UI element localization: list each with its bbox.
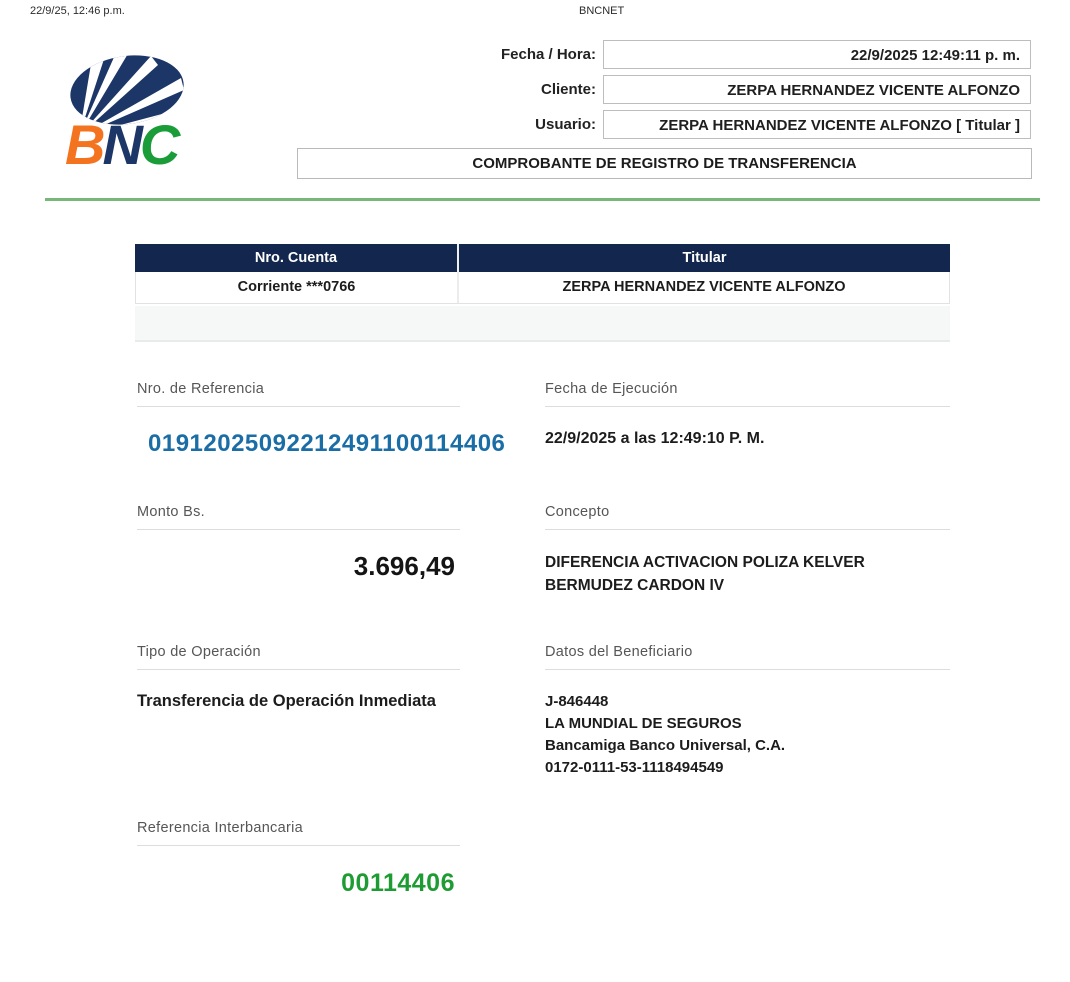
section-referencia-interbancaria — [137, 820, 460, 846]
monto-value: 3.696,49 — [353, 551, 455, 581]
account-cell-titular: ZERPA HERNANDEZ VICENTE ALFONZO — [562, 279, 846, 295]
print-page-title: BNCNET — [579, 5, 625, 17]
nro-referencia-value: 01912025092212491100114406 — [148, 430, 506, 457]
tipo-operacion-label: Tipo de Operación — [137, 644, 460, 670]
fecha-hora-value-box: 22/9/2025 12:49:11 p. m. — [603, 40, 1031, 69]
account-table-header-titular: Titular — [459, 244, 950, 272]
concepto-value: DIFERENCIA ACTIVACION POLIZA KELVER BERMUDEZ CARDON IV — [545, 554, 865, 594]
print-timestamp: 22/9/25, 12:46 p.m. — [30, 5, 125, 17]
nro-referencia-label: Nro. de Referencia — [137, 381, 460, 407]
account-table-header-cuenta: Nro. Cuenta — [135, 244, 459, 272]
receipt-title: COMPROBANTE DE REGISTRO DE TRANSFERENCIA — [297, 148, 1032, 179]
concepto-label: Concepto — [545, 504, 950, 530]
fecha-ejecucion-value: 22/9/2025 a las 12:49:10 P. M. — [545, 430, 765, 447]
usuario-label: Usuario: — [535, 116, 596, 133]
fecha-ejecucion-label: Fecha de Ejecución — [545, 381, 950, 407]
cliente-value-box: ZERPA HERNANDEZ VICENTE ALFONZO — [603, 75, 1031, 104]
section-nro-referencia — [137, 381, 460, 407]
referencia-interbancaria-label: Referencia Interbancaria — [137, 820, 460, 846]
bnc-logo — [63, 50, 191, 170]
bnc-logo-graphic — [63, 50, 191, 170]
referencia-interbancaria-value: 00114406 — [341, 869, 455, 897]
logo-text: BNC — [65, 113, 178, 170]
tipo-operacion-value: Transferencia de Operación Inmediata — [137, 692, 436, 710]
section-beneficiario — [545, 644, 950, 670]
cliente-label: Cliente: — [540, 81, 596, 98]
account-table-row — [135, 272, 950, 304]
fecha-hora-label: Fecha / Hora: — [500, 46, 596, 63]
account-cell-cuenta: Corriente ***0766 — [136, 272, 459, 303]
green-divider — [45, 198, 1040, 201]
beneficiario-rif: J-846448 — [545, 693, 609, 710]
beneficiario-cuenta: 0172-0111-53-1118494549 — [545, 759, 724, 776]
section-concepto — [545, 504, 950, 530]
account-table — [135, 244, 950, 304]
beneficiario-label: Datos del Beneficiario — [545, 644, 950, 670]
section-fecha-ejecucion — [545, 381, 950, 407]
usuario-value-box: ZERPA HERNANDEZ VICENTE ALFONZO [ Titular ] — [603, 110, 1031, 139]
account-table-footer-band — [135, 306, 950, 342]
beneficiario-value — [545, 691, 785, 779]
section-monto — [137, 504, 460, 530]
monto-label: Monto Bs. — [137, 504, 460, 530]
section-tipo-operacion — [137, 644, 460, 670]
beneficiario-banco: Bancamiga Banco Universal, C.A. — [545, 737, 786, 754]
beneficiario-nombre: LA MUNDIAL DE SEGUROS — [545, 715, 742, 732]
account-table-header-row — [135, 244, 950, 272]
